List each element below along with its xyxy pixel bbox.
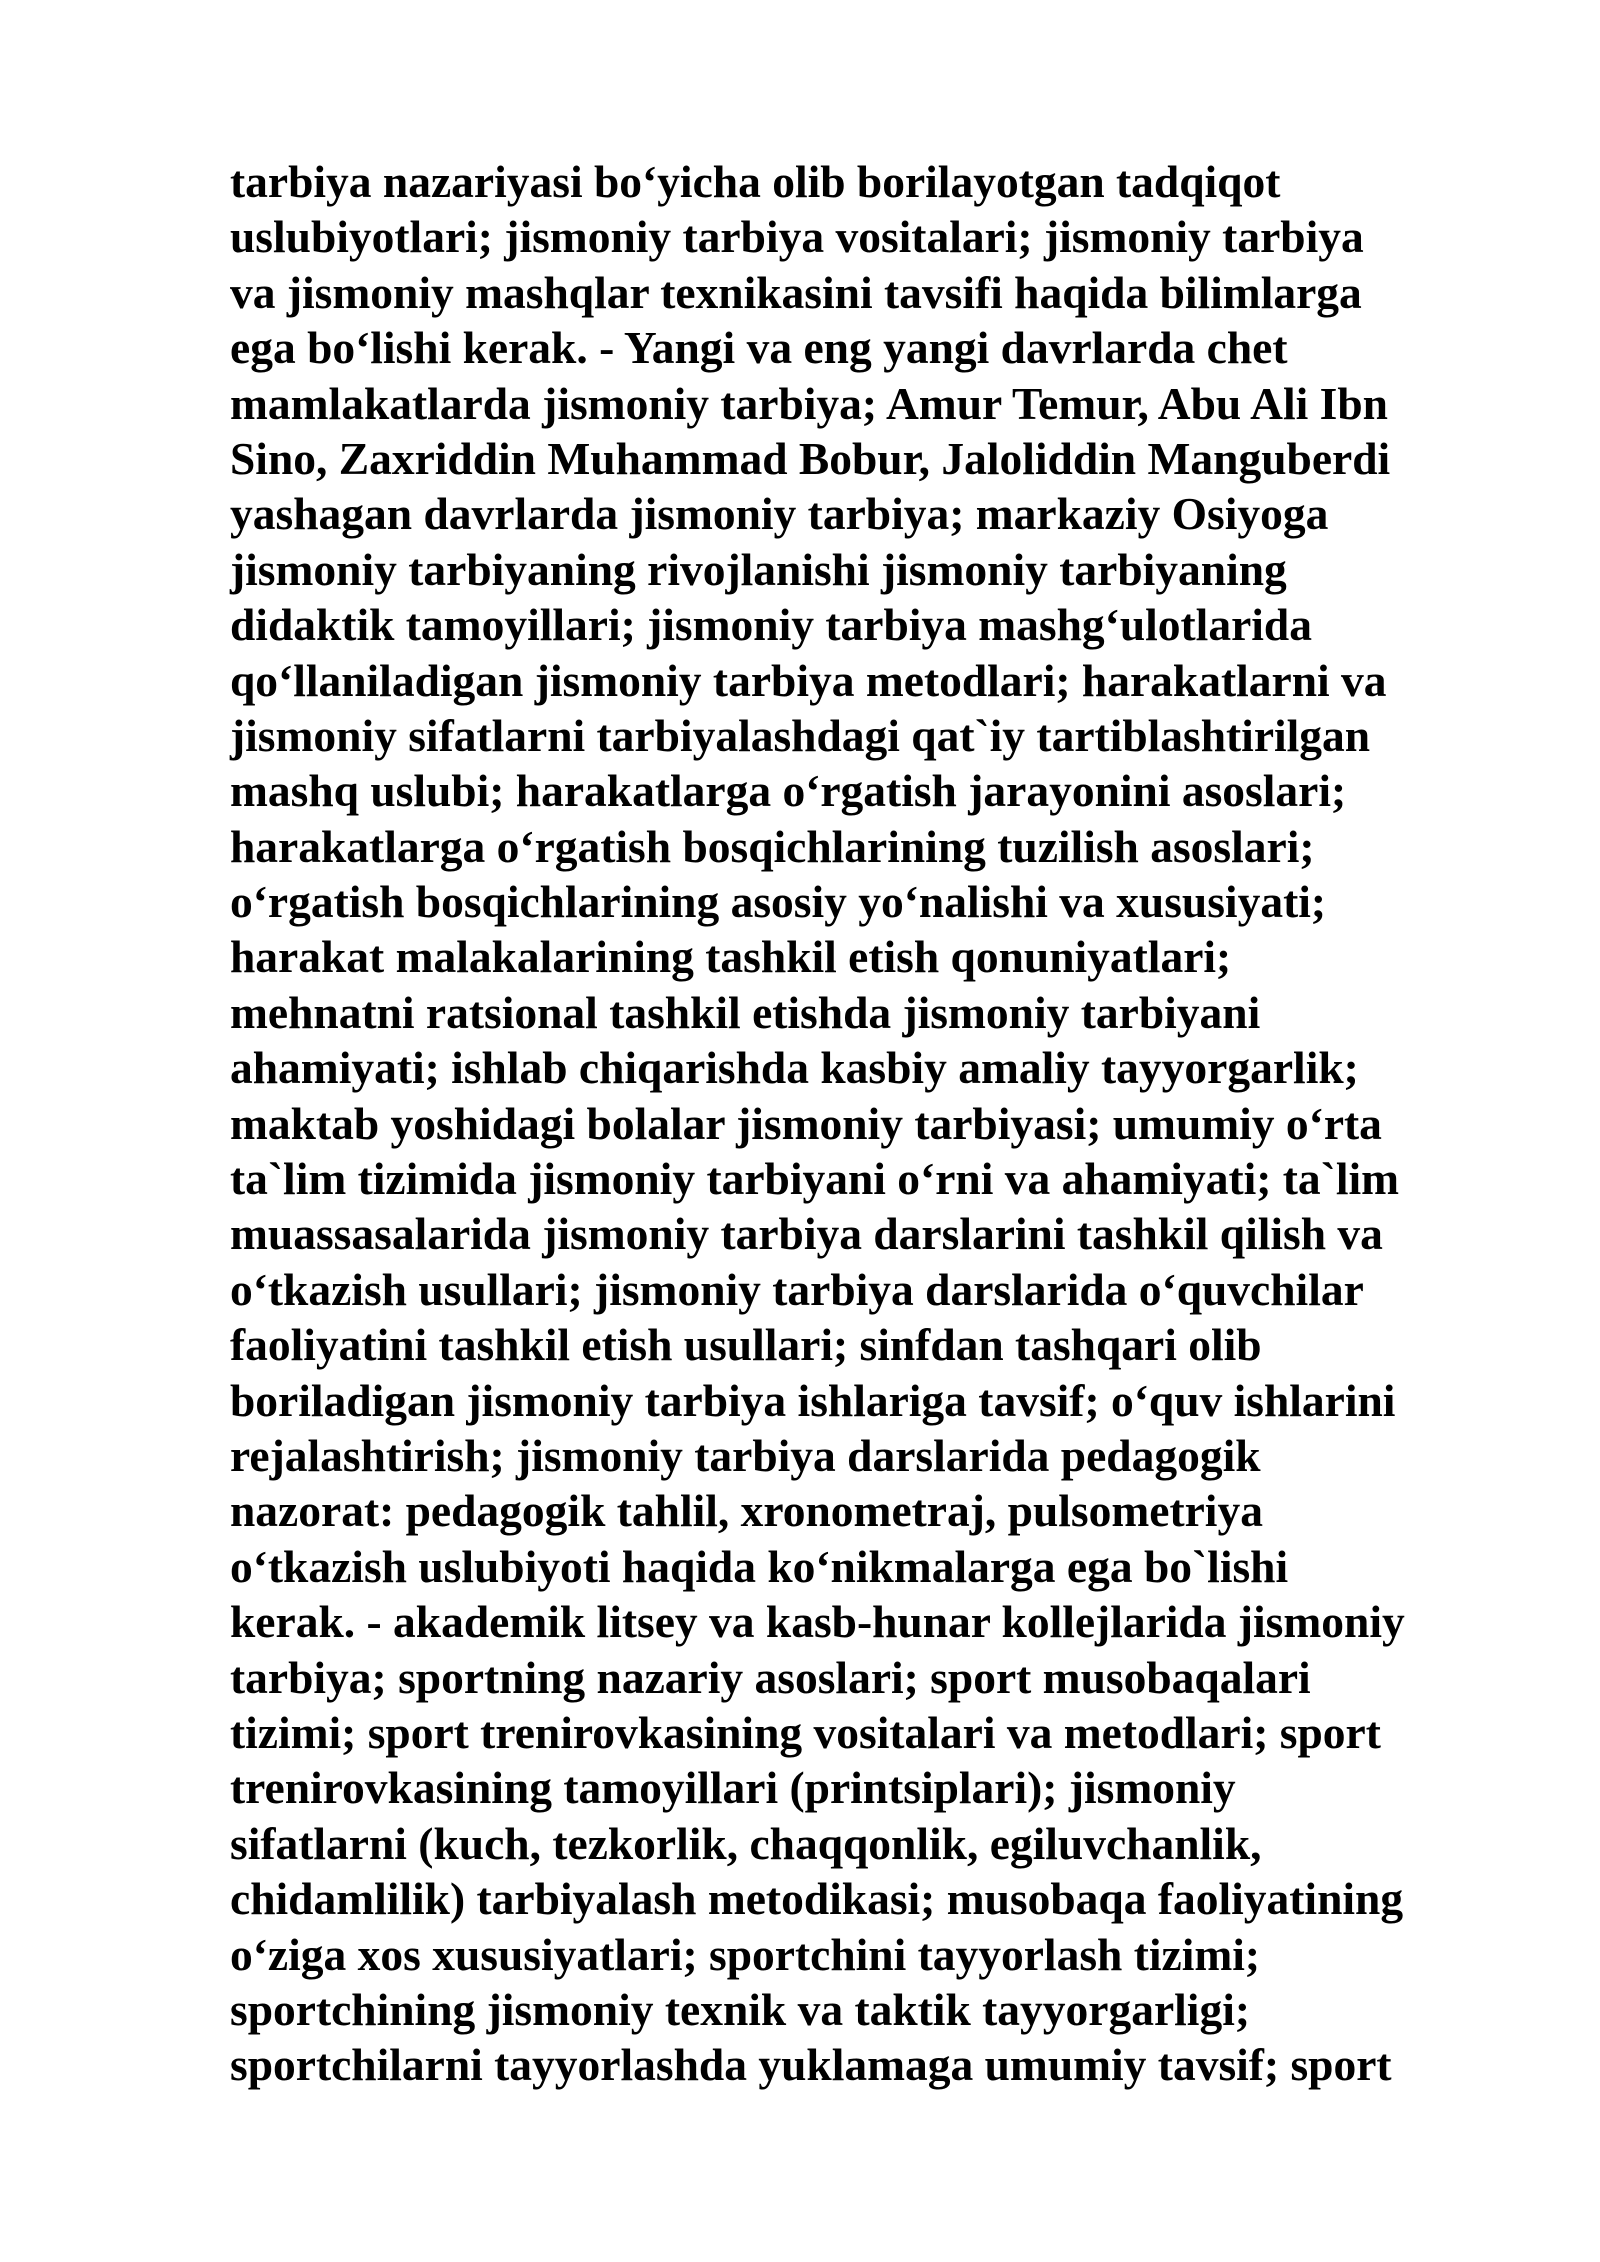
text-line: mamlakatlarda jismoniy tarbiya; Amur Temur, Abu Ali Ibn	[230, 377, 1388, 429]
text-line: mashq uslubi; harakatlarga o‘rgatish jarayonini asoslari;	[230, 765, 1347, 817]
text-line: rejalashtirish; jismoniy tarbiya darslarida pedagogik	[230, 1429, 1261, 1481]
body-text	[230, 154, 1530, 2093]
text-line: kerak. - akademik litsey va kasb-hunar kollejlarida jismoniy	[230, 1596, 1405, 1648]
text-line: didaktik tamoyillari; jismoniy tarbiya mashg‘ulotlarida	[230, 599, 1312, 651]
text-line: va jismoniy mashqlar texnikasini tavsifi haqida bilimlarga	[230, 266, 1362, 318]
text-line: sifatlarni (kuch, tezkorlik, chaqqonlik, egiluvchanlik,	[230, 1817, 1262, 1869]
text-line: faoliyatini tashkil etish usullari; sinfdan tashqari olib	[230, 1319, 1262, 1371]
text-line: jismoniy tarbiyaning rivojlanishi jismoniy tarbiyaning	[230, 543, 1287, 595]
text-line: jismoniy sifatlarni tarbiyalashdagi qat`iy tartiblashtirilgan	[230, 709, 1371, 761]
text-line: qo‘llaniladigan jismoniy tarbiya metodlari; harakatlarni va	[230, 654, 1387, 706]
text-line: nazorat: pedagogik tahlil, xronometraj, pulsometriya	[230, 1485, 1263, 1537]
text-line: o‘ziga xos xususiyatlari; sportchini tayyorlash tizimi;	[230, 1928, 1261, 1980]
text-line: o‘tkazish uslubiyoti haqida ko‘nikmalarga ega bo`lishi	[230, 1540, 1289, 1592]
text-line: harakatlarga o‘rgatish bosqichlarining tuzilish asoslari;	[230, 820, 1315, 872]
text-line: ta`lim tizimida jismoniy tarbiyani o‘rni va ahamiyati; ta`lim	[230, 1153, 1400, 1205]
text-line: o‘rgatish bosqichlarining asosiy yo‘nalishi va xususiyati;	[230, 876, 1327, 928]
text-line: uslubiyotlari; jismoniy tarbiya vositalari; jismoniy tarbiya	[230, 211, 1364, 263]
text-line: mehnatni ratsional tashkil etishda jismoniy tarbiyani	[230, 986, 1261, 1038]
text-line: boriladigan jismoniy tarbiya ishlariga tavsif; o‘quv ishlarini	[230, 1374, 1396, 1426]
text-line: ahamiyati; ishlab chiqarishda kasbiy amaliy tayyorgarlik;	[230, 1042, 1359, 1094]
text-line: sportchining jismoniy texnik va taktik tayyorgarligi;	[230, 1983, 1250, 2035]
text-line: yashagan davrlarda jismoniy tarbiya; markaziy Osiyoga	[230, 488, 1329, 540]
text-line: tarbiya nazariyasi bo‘yicha olib borilayotgan tadqiqot	[230, 156, 1281, 207]
text-line: sportchilarni tayyorlashda yuklamaga umumiy tavsif; sport	[230, 2039, 1392, 2091]
text-line: tizimi; sport trenirovkasining vositalari va metodlari; sport	[230, 1706, 1381, 1758]
text-line: o‘tkazish usullari; jismoniy tarbiya darslarida o‘quvchilar	[230, 1263, 1364, 1315]
text-line: tarbiya; sportning nazariy asoslari; sport musobaqalari	[230, 1651, 1311, 1703]
text-line: Sino, Zaxriddin Muhammad Bobur, Jaloliddin Manguberdi	[230, 432, 1391, 484]
text-line: harakat malakalarining tashkil etish qonuniyatlari;	[230, 931, 1232, 983]
text-line: ega bo‘lishi kerak. - Yangi va eng yangi davrlarda chet	[230, 322, 1288, 374]
text-line: muassasalarida jismoniy tarbiya darslarini tashkil qilish va	[230, 1208, 1383, 1260]
text-line: maktab yoshidagi bolalar jismoniy tarbiyasi; umumiy o‘rta	[230, 1097, 1382, 1149]
text-line: chidamlilik) tarbiyalash metodikasi; musobaqa faoliyatining	[230, 1873, 1404, 1925]
text-line: trenirovkasining tamoyillari (printsiplari); jismoniy	[230, 1762, 1236, 1814]
